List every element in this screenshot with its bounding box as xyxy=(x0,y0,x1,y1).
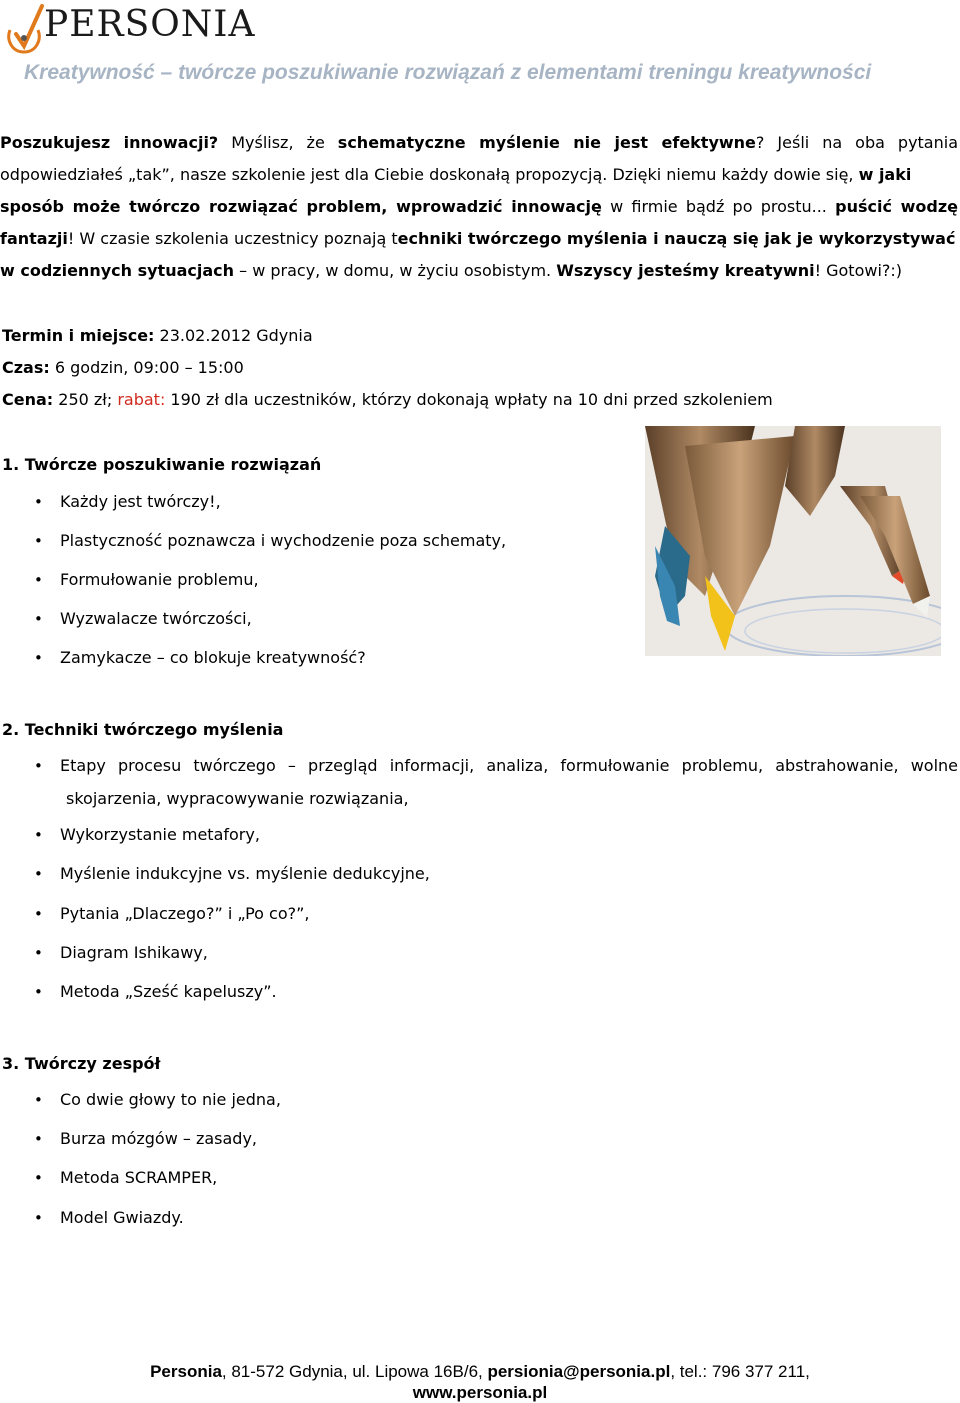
bullet-icon: • xyxy=(34,905,43,923)
bullet-icon: • xyxy=(34,1169,43,1187)
intro-bold: puścić wodzę xyxy=(835,197,959,216)
footer-address: , 81-572 Gdynia, ul. Lipowa 16B/6, xyxy=(221,1362,488,1381)
intro-text: Myślisz, że xyxy=(218,133,338,152)
pencils-photo xyxy=(645,426,941,656)
footer-website-link[interactable]: www.personia.pl xyxy=(412,1383,548,1402)
bullet-icon: • xyxy=(34,983,43,1001)
section-1-heading: 1. Twórcze poszukiwanie rozwiązań xyxy=(2,455,322,474)
intro-text: ! W czasie szkolenia uczestnicy poznają t xyxy=(67,229,398,248)
intro-line-1 xyxy=(0,127,958,159)
intro-text: odpowiedziałeś „tak”, nasze szkolenie jest dla Ciebie doskonałą propozycją. xyxy=(0,165,608,184)
bullet-icon: • xyxy=(34,865,43,883)
cena-value: 250 zł; xyxy=(53,390,118,409)
list-item-text: Etapy procesu twórczego – przegląd informacji, analiza, formułowanie problemu, abstrahowanie, wolne xyxy=(60,756,958,775)
list-item-text: Każdy jest twórczy!, xyxy=(60,492,221,511)
intro-bold-innovation: Poszukujesz innowacji? xyxy=(0,133,219,152)
list-item-text: Wyzwalacze twórczości, xyxy=(60,609,252,628)
footer-email-link[interactable]: persionia@personia.pl xyxy=(487,1362,671,1381)
rabat-label: rabat: xyxy=(117,390,166,409)
logo-text: PERSONIA xyxy=(44,4,256,45)
list-item-text: Pytania „Dlaczego?” i „Po co?”, xyxy=(60,904,310,923)
intro-bold: w jaki xyxy=(858,165,912,184)
rabat-value: 190 zł dla uczestników, którzy dokonają wpłaty na 10 dni przed szkoleniem xyxy=(165,390,773,409)
bullet-icon: • xyxy=(34,571,43,589)
cena-label: Cena: xyxy=(2,390,54,409)
czas-value: 6 godzin, 09:00 – 15:00 xyxy=(49,358,244,377)
bullet-icon: • xyxy=(34,757,43,775)
list-item-text: Plastyczność poznawcza i wychodzenie poza schematy, xyxy=(60,531,507,550)
list-item-text: Co dwie głowy to nie jedna, xyxy=(60,1090,281,1109)
list-item-text: skojarzenia, wypracowywanie rozwiązania, xyxy=(66,789,409,808)
footer-phone: , tel.: 796 377 211, xyxy=(670,1362,810,1381)
list-item-text: Zamykacze – co blokuje kreatywność? xyxy=(60,648,366,667)
list-item-text: Formułowanie problemu, xyxy=(60,570,259,589)
termin-line xyxy=(2,325,313,347)
list-item-text: Myślenie indukcyjne vs. myślenie dedukcyjne, xyxy=(60,864,430,883)
bullet-icon: • xyxy=(34,493,43,511)
bullet-icon: • xyxy=(34,1091,43,1109)
section-3-heading: 3. Twórczy zespół xyxy=(2,1054,161,1073)
intro-line-2 xyxy=(0,159,958,191)
intro-text: ! Gotowi?:) xyxy=(814,261,903,280)
intro-bold: fantazji xyxy=(0,229,68,248)
intro-bold: echniki twórczego myślenia i nauczą się jak je wykorzystywać xyxy=(397,229,956,248)
list-item-text: Metoda SCRAMPER, xyxy=(60,1168,218,1187)
termin-value: 23.02.2012 Gdynia xyxy=(154,326,313,345)
termin-label: Termin i miejsce: xyxy=(2,326,155,345)
intro-text: Dzięki niemu każdy dowie się, xyxy=(612,165,859,184)
intro-bold: sposób może twórczo rozwiązać problem, wprowadzić innowację xyxy=(0,197,602,216)
document-subtitle: Kreatywność – twórcze poszukiwanie rozwiązań z elementami treningu kreatywności xyxy=(24,61,872,84)
bullet-icon: • xyxy=(34,532,43,550)
intro-line-4 xyxy=(0,223,958,255)
intro-bold: Wszyscy jesteśmy kreatywni xyxy=(556,261,815,280)
intro-text: – w pracy, w domu, w życiu osobistym. xyxy=(234,261,557,280)
czas-line xyxy=(2,357,244,379)
bullet-icon: • xyxy=(34,944,43,962)
intro-bold-schematic: schematyczne myślenie nie jest efektywne xyxy=(337,133,756,152)
list-item-text: Model Gwiazdy. xyxy=(60,1208,184,1227)
intro-paragraph xyxy=(0,127,958,287)
bullet-icon: • xyxy=(34,1130,43,1148)
footer-contact-line xyxy=(0,1362,960,1382)
bullet-icon: • xyxy=(34,826,43,844)
czas-label: Czas: xyxy=(2,358,50,377)
list-item-text: Wykorzystanie metafory, xyxy=(60,825,260,844)
intro-bold: w codziennych sytuacjach xyxy=(0,261,235,280)
list-item-text: Metoda „Sześć kapeluszy”. xyxy=(60,982,277,1001)
intro-text: ? Jeśli na oba pytania xyxy=(755,133,959,152)
bullet-icon: • xyxy=(34,1209,43,1227)
cena-line xyxy=(2,389,773,411)
list-item-text: Diagram Ishikawy, xyxy=(60,943,208,962)
bullet-icon: • xyxy=(34,649,43,667)
footer-company: Personia xyxy=(150,1362,222,1381)
section-2-heading: 2. Techniki twórczego myślenia xyxy=(2,720,284,739)
intro-line-3 xyxy=(0,191,958,223)
list-item-text: Burza mózgów – zasady, xyxy=(60,1129,258,1148)
bullet-icon: • xyxy=(34,610,43,628)
intro-line-5 xyxy=(0,255,958,287)
intro-text: w firmie bądź po prostu... xyxy=(601,197,836,216)
